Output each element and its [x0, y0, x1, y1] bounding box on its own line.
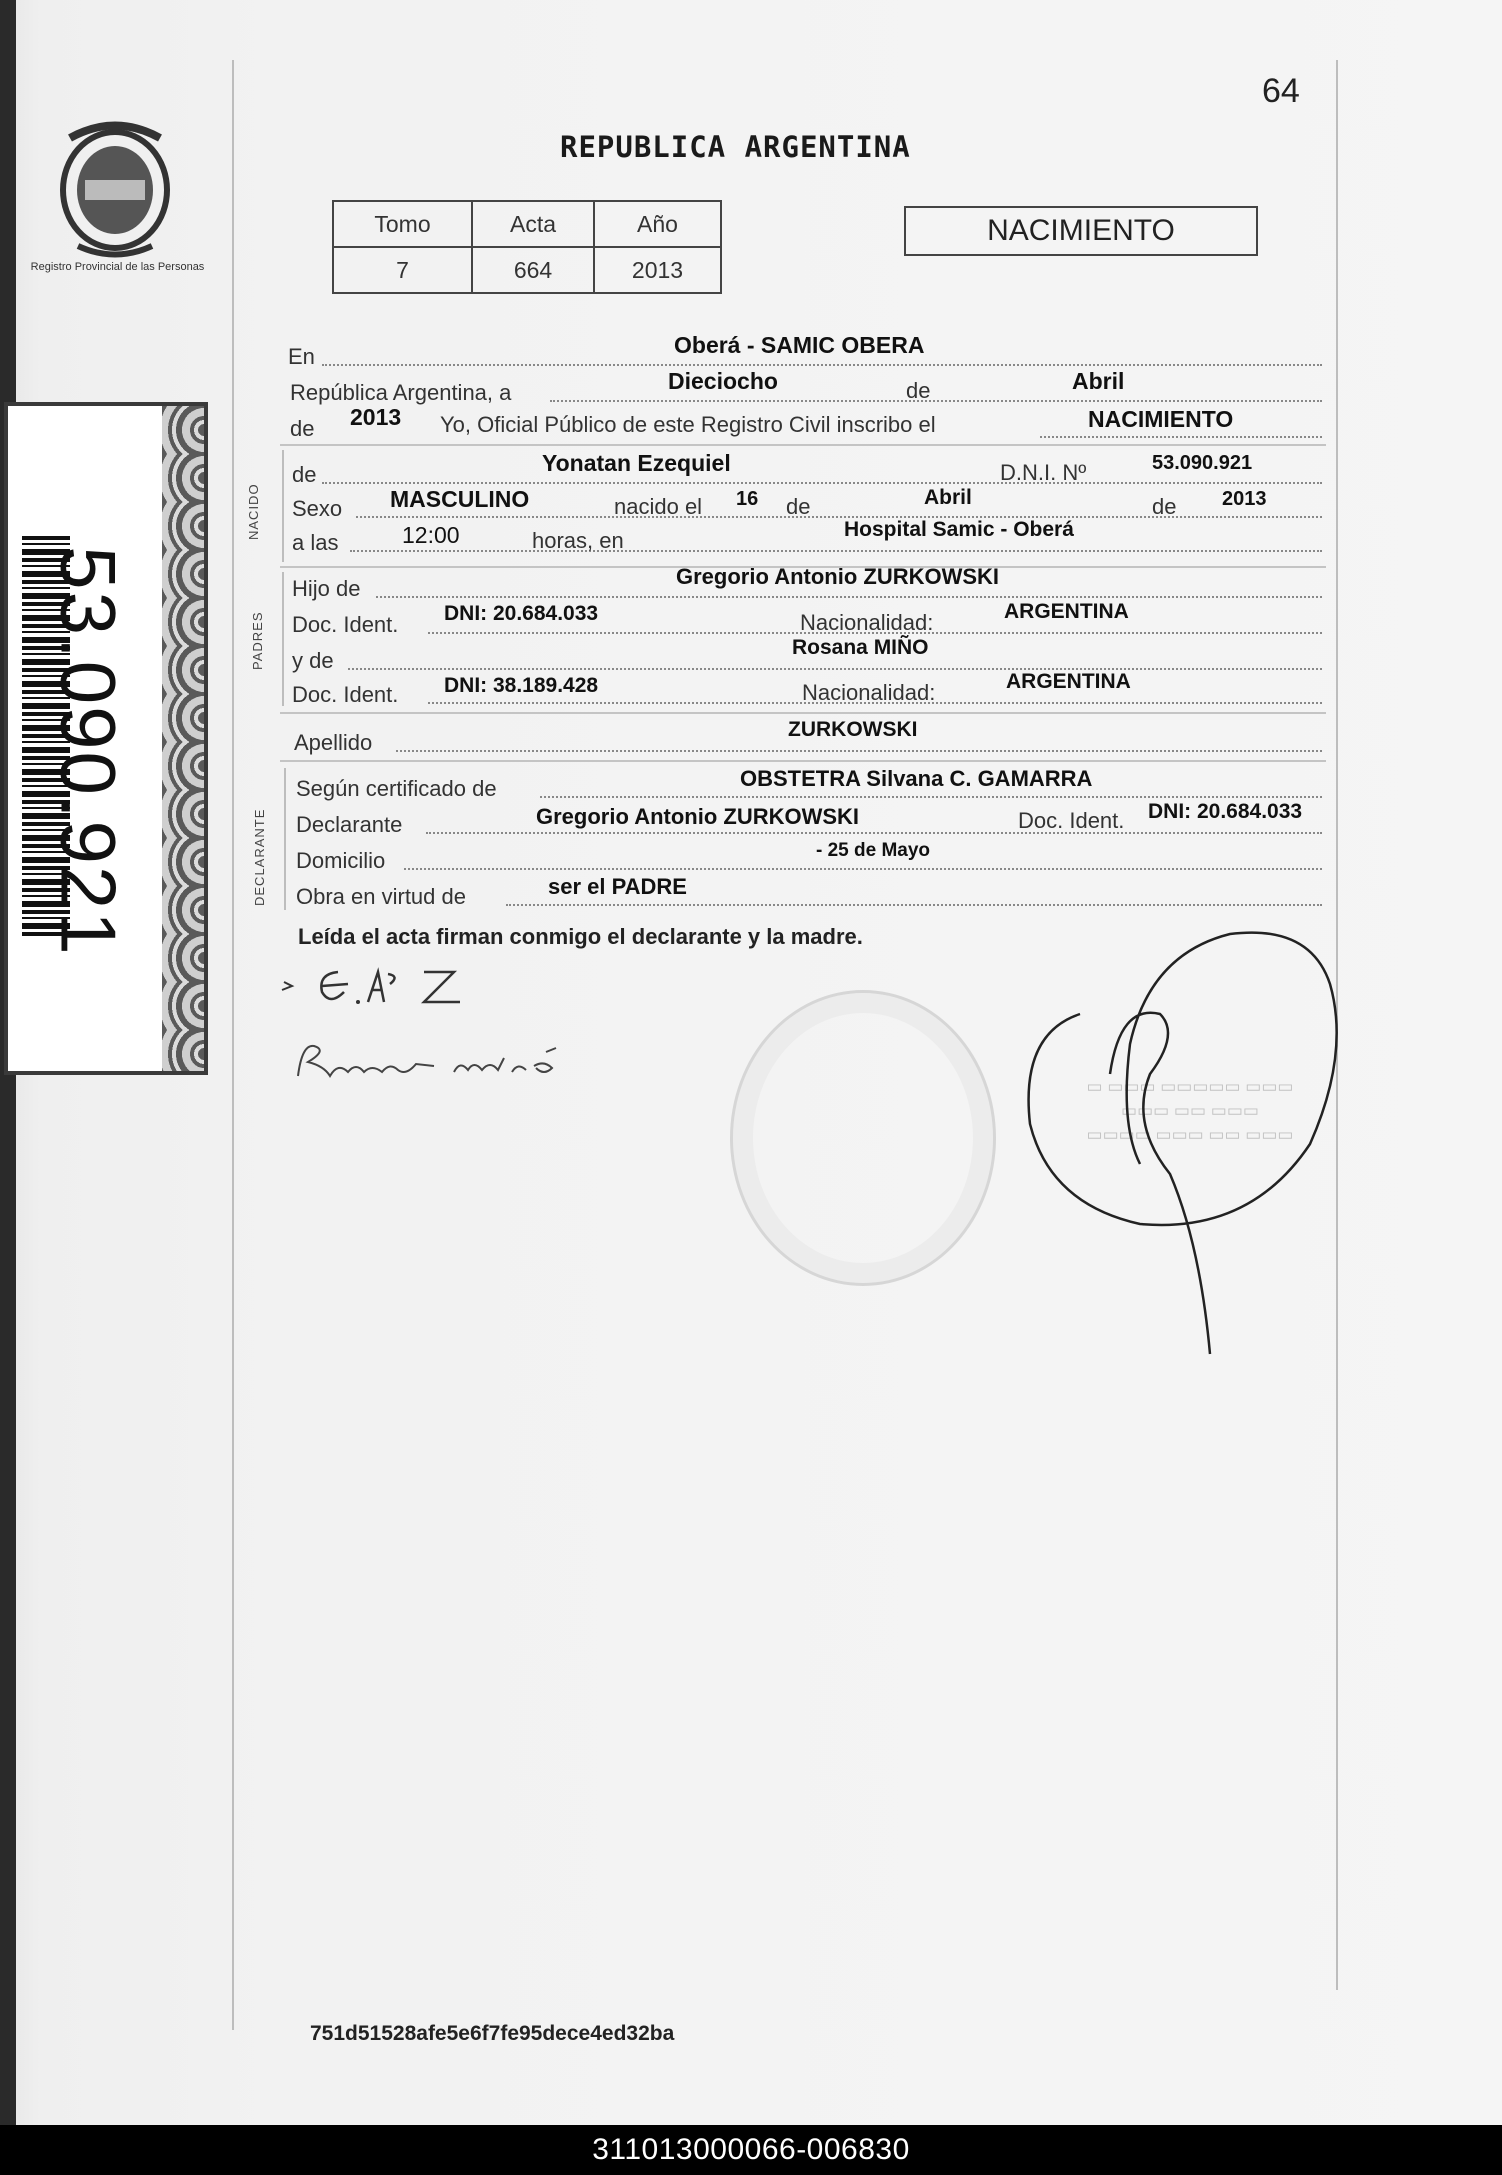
label-nac-mother: Nacionalidad:: [802, 680, 936, 705]
section-rule: [282, 572, 284, 706]
table-header: Acta: [472, 201, 594, 247]
label-doc-mother: Doc. Ident.: [292, 682, 399, 707]
month-value: Abril: [1072, 368, 1125, 394]
birth-day: 16: [736, 488, 759, 510]
dotted-line: [404, 868, 1322, 870]
label-apellido: Apellido: [294, 730, 373, 755]
label-alas: a las: [292, 530, 339, 555]
label-de: de: [906, 378, 931, 403]
table-cell: 664: [472, 247, 594, 293]
dotted-line: [356, 516, 1322, 518]
dotted-line: [1040, 436, 1322, 438]
mother-nationality: ARGENTINA: [1006, 670, 1131, 693]
mother-name: Rosana MIÑO: [792, 636, 929, 659]
registered-value: NACIMIENTO: [1088, 406, 1234, 432]
dotted-line: [426, 832, 1322, 834]
father-name: Gregorio Antonio ZURKOWSKI: [676, 564, 1000, 589]
birth-month: Abril: [924, 486, 972, 509]
closing-statement: Leída el acta firman conmigo el declarante y la madre.: [298, 924, 863, 949]
child-sex: MASCULINO: [390, 486, 530, 512]
label-en: En: [288, 344, 315, 369]
section-rule: [282, 450, 284, 562]
label-hijo: Hijo de: [292, 576, 361, 601]
dotted-line: [550, 400, 1322, 402]
dotted-line: [396, 750, 1322, 752]
barcode-number: 53.090.921: [44, 546, 133, 957]
table-cell: 2013: [594, 247, 721, 293]
label-nac-father: Nacionalidad:: [800, 610, 934, 635]
label-cert: Según certificado de: [296, 776, 497, 801]
surname-value: ZURKOWSKI: [788, 718, 918, 741]
dotted-line: [540, 796, 1322, 798]
reason-value: ser el PADRE: [548, 874, 687, 899]
left-margin-line: [232, 60, 234, 2030]
label-declarante: Declarante: [296, 812, 403, 837]
record-type: NACIMIENTO: [904, 206, 1258, 256]
label-domicilio: Domicilio: [296, 848, 386, 873]
section-label-declarante: DECLARANTE: [252, 808, 267, 906]
table-cell: 7: [333, 247, 472, 293]
section-rule: [284, 768, 286, 910]
dotted-line: [348, 668, 1322, 670]
place-value: Oberá - SAMIC OBERA: [674, 332, 925, 358]
label-nacido: nacido el: [614, 494, 703, 519]
scallop-border: [162, 406, 204, 1071]
dotted-line: [322, 364, 1322, 366]
section-label-nacido: NACIDO: [246, 483, 261, 540]
barcode-sticker: [4, 402, 208, 1075]
label-sexo: Sexo: [292, 496, 343, 521]
section-divider: [280, 712, 1326, 714]
label-inscribo: Yo, Oficial Público de este Registro Civil inscribo el: [440, 412, 936, 437]
father-doc: DNI: 20.684.033: [444, 602, 599, 625]
dotted-line: [506, 904, 1322, 906]
label-dni: D.N.I. Nº: [1000, 460, 1087, 485]
section-label-padres: PADRES: [250, 611, 265, 670]
label-de3: de: [1152, 494, 1177, 519]
birth-time: 12:00: [402, 522, 460, 548]
label-doc-father: Doc. Ident.: [292, 612, 399, 637]
registry-name: Registro Provincial de las Personas: [30, 261, 205, 273]
label-yde: y de: [292, 648, 334, 673]
mother-doc: DNI: 38.189.428: [444, 674, 599, 697]
day-value: Dieciocho: [668, 368, 778, 394]
label-doc-declarant: Doc. Ident.: [1018, 808, 1125, 833]
page-number: 64: [1262, 72, 1300, 110]
child-dni: 53.090.921: [1152, 452, 1253, 474]
dotted-line: [376, 596, 1322, 598]
child-name: Yonatan Ezequiel: [542, 450, 731, 476]
declarant-doc: DNI: 20.684.033: [1148, 800, 1303, 823]
label-de-year: de: [290, 416, 315, 441]
label-de2: de: [786, 494, 811, 519]
section-divider: [280, 760, 1326, 762]
declarant-name: Gregorio Antonio ZURKOWSKI: [536, 804, 860, 829]
label-obra: Obra en virtud de: [296, 884, 466, 909]
dotted-line: [350, 550, 1322, 552]
mother-signature-icon: [294, 1036, 614, 1086]
document-hash: 751d51528afe5e6f7fe95dece4ed32ba: [310, 2022, 675, 2045]
dotted-line: [322, 482, 1322, 484]
birth-year: 2013: [1222, 488, 1267, 510]
table-header: Año: [594, 201, 721, 247]
table-header: Tomo: [333, 201, 472, 247]
country-title: REPUBLICA ARGENTINA: [560, 130, 911, 164]
section-divider: [280, 444, 1326, 446]
address-value: - 25 de Mayo: [816, 840, 931, 861]
record-table: [332, 200, 722, 294]
father-signature-icon: [278, 962, 478, 1012]
year-value: 2013: [350, 404, 402, 430]
provincial-seal-icon: [50, 118, 180, 258]
official-stamp-icon: [730, 990, 996, 1286]
birthplace: Hospital Samic - Oberá: [844, 518, 1074, 541]
label-republica: República Argentina, a: [290, 380, 512, 405]
official-signature-icon: [1010, 924, 1360, 1364]
certificate-value: OBSTETRA Silvana C. GAMARRA: [740, 766, 1093, 791]
faint-stamp-text: ▭ ▭▭▭ ▭▭▭▭▭ ▭▭▭ ▭▭▭ ▭▭ ▭▭▭ ▭▭▭▭ ▭▭▭ ▭▭ ▭▭▭: [1086, 1077, 1294, 1144]
footer-code: 311013000066-006830: [0, 2125, 1502, 2175]
father-nationality: ARGENTINA: [1004, 600, 1129, 623]
label-horas: horas, en: [532, 528, 624, 553]
label-child-de: de: [292, 462, 317, 487]
